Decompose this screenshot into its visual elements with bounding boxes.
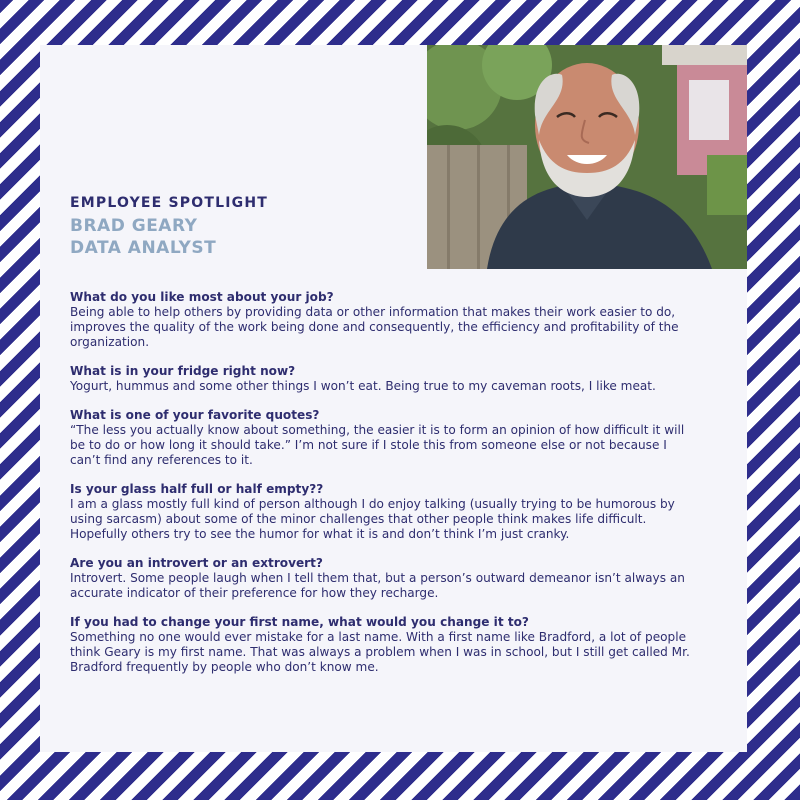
answer: “The less you actually know about something, the easier it is to form an opinion of how difficult it will be to do or how long it should take.” I’m not sure if I stole this from someone else or not because I can’t find any references to it. xyxy=(70,423,685,467)
qa-item xyxy=(70,556,690,601)
qa-item xyxy=(70,364,690,394)
question: Are you an introvert or an extrovert? xyxy=(70,556,323,570)
employee-name: BRAD GEARY xyxy=(70,216,198,236)
spotlight-header xyxy=(70,195,400,259)
employee-role: DATA ANALYST xyxy=(70,238,217,258)
answer: Yogurt, hummus and some other things I won’t eat. Being true to my caveman roots, I like meat. xyxy=(70,379,656,393)
qa-item xyxy=(70,615,690,675)
qa-item xyxy=(70,290,690,350)
section-eyebrow: EMPLOYEE SPOTLIGHT xyxy=(70,195,269,211)
qa-list xyxy=(70,290,690,689)
question: Is your glass half full or half empty?? xyxy=(70,482,324,496)
question: What do you like most about your job? xyxy=(70,290,334,304)
employee-photo xyxy=(427,45,747,269)
answer: I am a glass mostly full kind of person although I do enjoy talking (usually trying to be humorous by using sarcasm) about some of the minor challenges that other people think makes life difficult. Hopefully others try to see the humor for what it is and don’t think I’m just cranky. xyxy=(70,497,675,541)
spotlight-card xyxy=(40,45,747,752)
qa-item xyxy=(70,408,690,468)
question: What is in your fridge right now? xyxy=(70,364,296,378)
answer: Something no one would ever mistake for a last name. With a first name like Bradford, a lot of people think Geary is my first name. That was always a problem when I was in school, but I still get called Mr. Bradford frequently by people who don’t know me. xyxy=(70,630,690,674)
answer: Being able to help others by providing data or other information that makes their work easier to do, improves the quality of the work being done and consequently, the efficiency and profitability of the organization. xyxy=(70,305,679,349)
question: What is one of your favorite quotes? xyxy=(70,408,320,422)
answer: Introvert. Some people laugh when I tell them that, but a person’s outward demeanor isn’t always an accurate indicator of their preference for how they recharge. xyxy=(70,571,685,600)
question: If you had to change your first name, what would you change it to? xyxy=(70,615,529,629)
qa-item xyxy=(70,482,690,542)
